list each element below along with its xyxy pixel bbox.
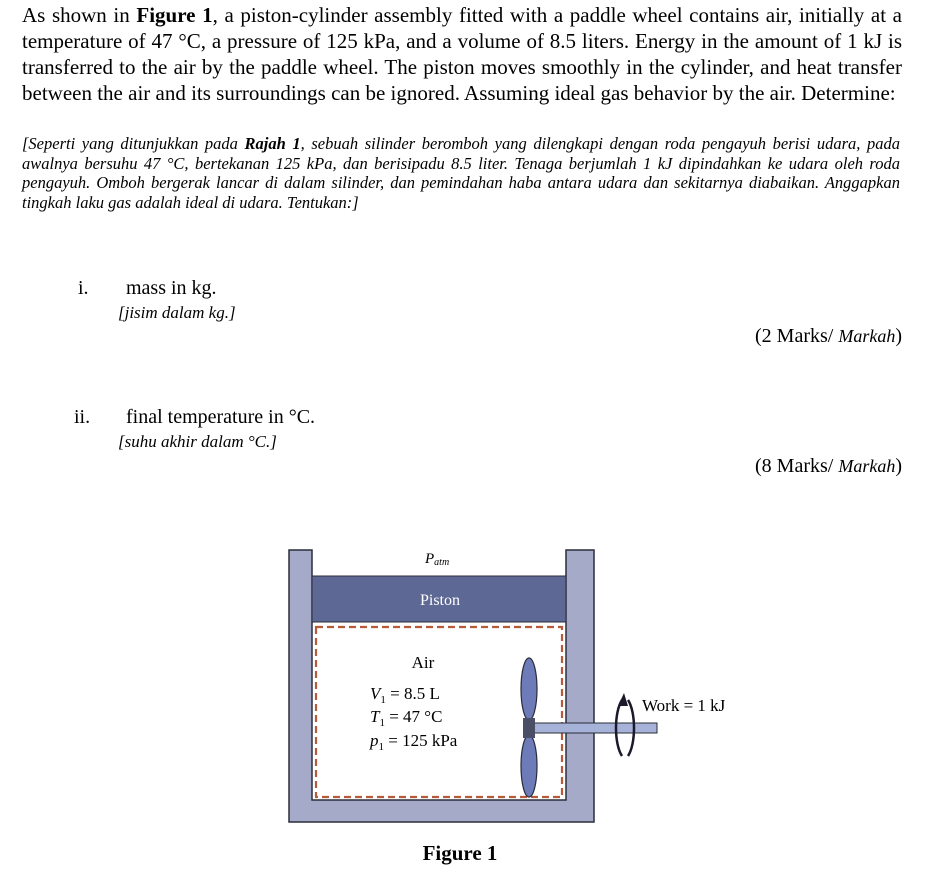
question-malay-part1: [Seperti yang ditunjukkan pada [22,134,245,153]
paddle-blade-upper [521,658,537,720]
paddle-shaft [531,723,657,733]
piston-label: Piston [419,592,461,609]
initial-volume: $V_1 = 8.5$ L [370,684,440,706]
patm-label: Patm [425,551,450,568]
part-question-malay: [suhu akhir dalam °C.] [118,432,277,451]
part-number: i. [78,277,89,299]
marks-malay: Markah [838,326,896,346]
initial-temperature: $T_1 = 47$ °C [370,707,443,729]
rajah-reference: Rajah 1 [244,134,301,153]
question-malay-part2: , sebuah silinder beromboh yang dilengkapi dengan roda pengayuh berisi udara, pada awalnya bersuhu 47 °C, bertekanan 125 kPa, dan berisipadu 8.5 liter. Tenaga berjumlah 1 kJ dipindahkan ke udara oleh roda pengayuh. Omboh bergerak lancar di dalam silinder, dan pemindahan haba antara udara dan sekitarnya diabaikan. Anggapkan tingkah laku gas adalah ideal di udara. Tentukan:] [22,134,900,212]
rotation-arrowhead [618,693,628,706]
air-label: Air [411,653,435,672]
part-question-english: final temperature in °C. [126,406,316,428]
paddle-blade-lower [521,735,537,797]
part-number: ii. [74,406,91,428]
work-label: Work = 1 kJ [642,696,726,715]
marks-malay: Markah [838,456,896,476]
marks-close: ) [895,325,902,347]
question-english-part2: , a piston-cylinder assembly fitted with a paddle wheel contains air, initially at a temperature of 47 °C, a pressure of 125 kPa, and a volume of 8.5 liters. Energy in the amount of 1 kJ is transferred to the air by the paddle wheel. The piston moves smoothly in the cylinder, and heat transfer between the air and its surroundings can be ignored. Assuming ideal gas behavior by the air. Determine: [22,3,902,105]
paddle-hub [523,718,535,738]
marks-close: ) [895,455,902,477]
part-question-english: mass in kg. [126,277,217,299]
question-english-part1: As shown in [22,3,137,27]
part-question-malay: [jisim dalam kg.] [118,303,236,322]
figure-caption: Figure 1 [422,841,498,865]
initial-pressure: $p_1 = 125$ kPa [370,731,458,753]
figure-reference: Figure 1 [136,3,213,27]
marks-english: (2 Marks/ [755,325,839,347]
marks-english: (8 Marks/ [755,455,839,477]
